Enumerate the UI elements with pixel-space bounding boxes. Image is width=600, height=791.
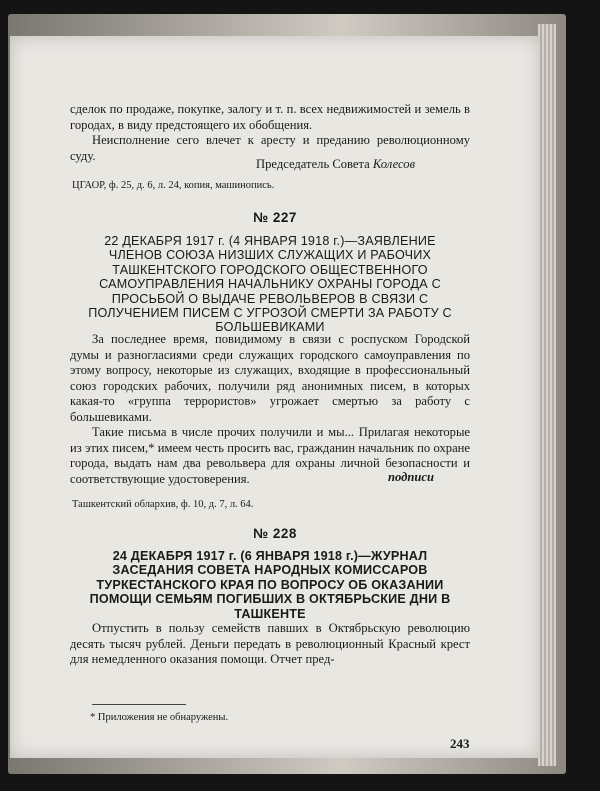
signature-name: Колесов (372, 157, 416, 171)
source-citation-2: Ташкентский облархив, ф. 10, д. 7, л. 64. (72, 499, 254, 510)
source-citation-1: ЦГАОР, ф. 25, д. 6, л. 24, копия, машинопись. (72, 180, 275, 191)
document-heading-227: 22 ДЕКАБРЯ 1917 г. (4 ЯНВАРЯ 1918 г.)—ЗАЯВЛЕНИЕ ЧЛЕНОВ СОЮЗА НИЗШИХ СЛУЖАЩИХ И РАБОЧИХ ТАШКЕНТСКОГО ГОРОДСКОГО ОБЩЕСТВЕННОГО САМОУПРАВЛЕНИЯ НАЧАЛЬНИКУ ОХРАНЫ ГОРОДА С ПРОСЬБОЙ О ВЫДАЧЕ РЕВОЛЬВЕРОВ В СВЯЗИ С ПОЛУЧЕНИЕМ ПИСЕМ С УГРОЗОЙ СМЕРТИ ЗА РАБОТУ С БОЛЬШЕВИКАМИ (88, 234, 452, 335)
footnote: * Приложения не обнаружены. (90, 712, 229, 723)
signatures-note: подписи (388, 470, 434, 484)
document-number-227: № 227 (253, 210, 297, 225)
document-body-228 (70, 621, 470, 668)
signature-line (256, 157, 415, 172)
footnote-divider (92, 704, 186, 705)
top-paragraph-2: Неисполнение сего влечет к аресту и преданию революционному суду. (70, 133, 470, 163)
document-number-228: № 228 (253, 526, 297, 541)
book-page (10, 36, 540, 758)
signature-title: Председатель Совета (256, 157, 370, 171)
doc228-paragraph-1: Отпустить в пользу семейств павших в Октябрьскую революцию десять тысяч рублей. Деньги передать в революционный Красный крест для немедленного оказания помощи. Отчет пред- (70, 621, 470, 666)
document-body-227 (70, 332, 470, 487)
top-paragraph-1: сделок по продаже, покупке, залогу и т. п. всех недвижимостей и земель в городах, в виду предстоящего их обобщения. (70, 102, 470, 132)
page-number: 243 (450, 736, 470, 751)
page-stack-edge (538, 24, 556, 766)
doc227-paragraph-1: За последнее время, повидимому в связи с роспуском Городской думы и разногласиями среди служащих городского самоуправления по этому вопросу, некоторые из служащих, входящие в профессиональный союз городских рабочих, получили ряд анонимных писем, в которых какая-то «группа террористов» угрожает смертью за работу с большевиками. (70, 332, 470, 424)
doc227-paragraph-2: Такие письма в числе прочих получили и мы... Прилагая некоторые из этих писем,* имеем честь просить вас, гражданин начальник по охране города, выдать нам два револьвера для охраны личной безопасности и соответствующие удостоверения. (70, 425, 470, 486)
top-continuation (70, 102, 470, 164)
document-heading-228: 24 ДЕКАБРЯ 1917 г. (6 ЯНВАРЯ 1918 г.)—ЖУРНАЛ ЗАСЕДАНИЯ СОВЕТА НАРОДНЫХ КОМИССАРОВ ТУРКЕСТАНСКОГО КРАЯ ПО ВОПРОСУ ОБ ОКАЗАНИИ ПОМОЩИ СЕМЬЯМ ПОГИБШИХ В ОКТЯБРЬСКИЕ ДНИ В ТАШКЕНТЕ (89, 549, 451, 621)
